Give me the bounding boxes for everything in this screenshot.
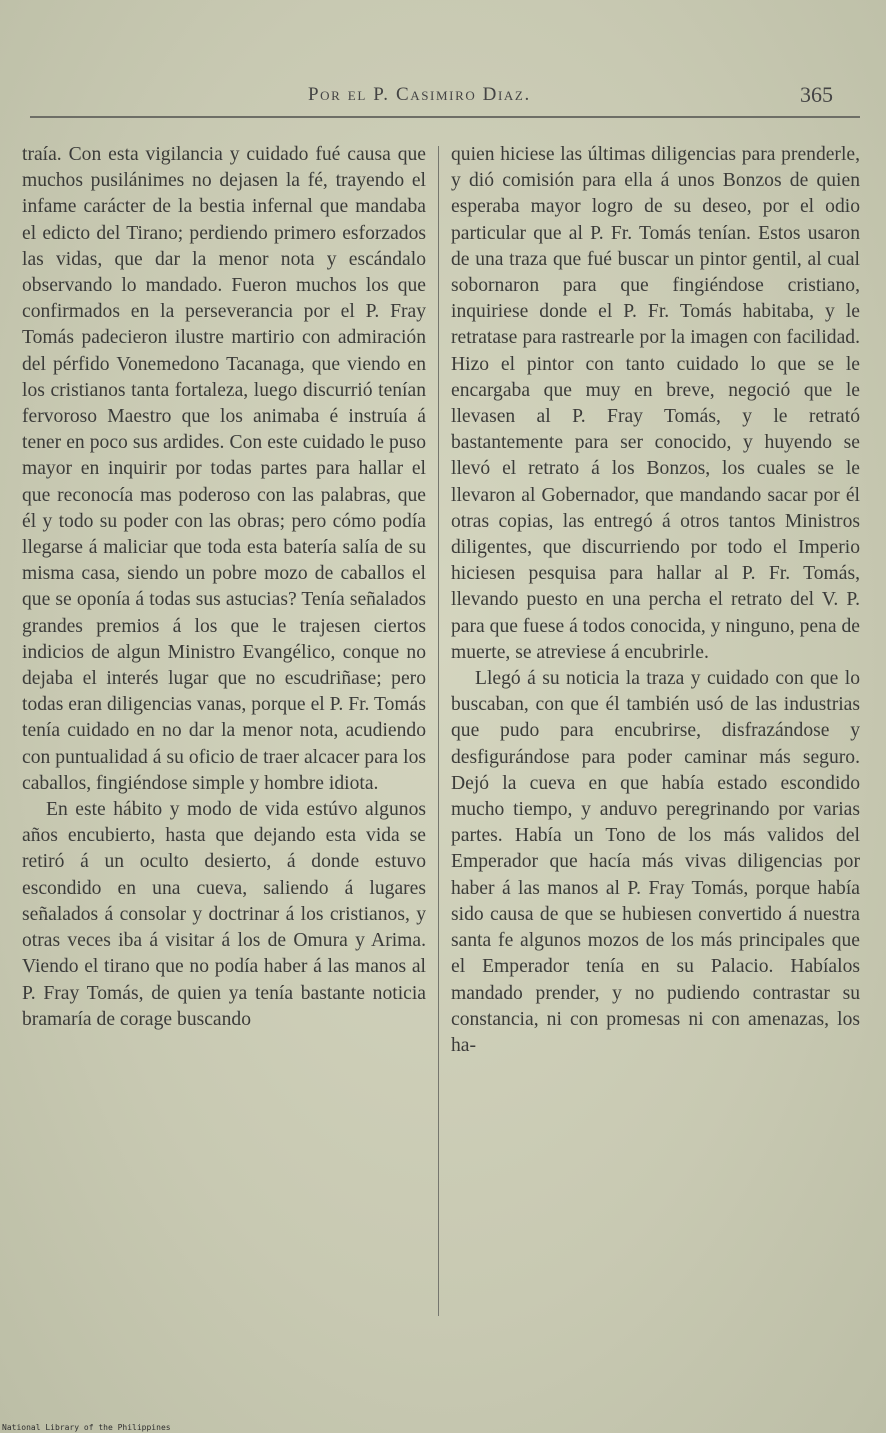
left-paragraph-1: traía. Con esta vigilancia y cuidado fué causa que muchos pusilánimes no dejasen la fé, trayendo el infame carácter de la bestia infernal que mandaba el edicto del Tirano; perdiendo primero esforzados las vidas, que dar la menor nota y escándalo observando lo mandado. Fueron muchos los que confirmados en la perseverancia por el P. Fray Tomás padecieron ilustre martirio con admiración del pérfido Vonemedono Tacanaga, que viendo en los cristianos tanta fortaleza, luego discurrió tenían fervoroso Maestro que los animaba é instruía á tener en poco sus ardides. Con este cuidado le puso mayor en inquirir por todas partes para hallar el que reconocía mas poderoso con las palabras, que él y todo su poder con las obras; pero cómo podía llegarse á maliciar que toda esta batería salía de su misma casa, siendo un pobre mozo de caballos el que se oponía á todas sus astucias? Tenía señalados grandes premios á los que le trajesen ciertos indicios de algun Ministro Evangélico, conque no dejaba el interés lugar que no escudriñase; pero todas eran diligencias vanas, porque el P. Fr. Tomás tenía cuidado en no dar la menor nota, acudiendo con puntualidad á su oficio de traer alcacer para los caballos, fingiéndose simple y hombre idiota.: [22, 144, 426, 794]
right-paragraph-1: quien hiciese las últimas diligencias para prenderle, y dió comisión para ella á unos Bonzos de quien esperaba mayor logro de su deseo, por el odio particular que al P. Fr. Tomás tenían. Estos usaron de una traza que fué buscar un pintor gentil, al cual sobornaron para que fingiéndose cristiano, inquiriese donde el P. Fr. Tomás habitaba, y le retratase para rastrearle por la imagen con facilidad. Hizo el pintor con tanto cuidado lo que se le encargaba que muy en breve, negoció que le llevasen al P. Fray Tomás, y le retrató bastantemente para ser conocido, y huyendo se llevó el retrato á los Bonzos, los cuales se le llevaron al Gobernador, que mandando sacar por él otras copias, las entregó á otros tantos Ministros diligentes, que discurriendo por todo el Imperio hiciesen pesquisa para hallar al P. Fr. Tomás, llevando puesto en una percha el retrato del V. P. para que fuese á todos conocida, y ninguno, pena de muerte, se atreviese á encubrirle.: [451, 144, 860, 663]
running-title: Por el P. Casimiro Diaz.: [308, 84, 531, 105]
page-number: 365: [800, 82, 833, 107]
column-divider: [438, 146, 439, 1316]
right-column: [451, 142, 860, 1059]
library-watermark: National Library of the Philippines: [2, 1423, 171, 1432]
left-column: [22, 142, 426, 1033]
page-header: [0, 82, 886, 116]
left-paragraph-2: En este hábito y modo de vida estúvo algunos años encubierto, hasta que dejando esta vida se retiró á un oculto desierto, á donde estuvo escondido en una cueva, saliendo á lugares señalados á consolar y doctrinar á los cristianos, y otras veces iba á visitar á los de Omura y Arima. Viendo el tirano que no podía haber á las manos al P. Fray Tomás, de quien ya tenía bastante noticia bramaría de corage buscando: [22, 799, 426, 1030]
header-rule: [30, 116, 860, 121]
right-paragraph-2: Llegó á su noticia la traza y cuidado con que lo buscaban, con que él también usó de las industrias que pudo para encubrirse, disfrazándose y desfigurándose para poder caminar más seguro. Dejó la cueva en que había estado escondido mucho tiempo, y anduvo peregrinando por varias partes. Había un Tono de los más validos del Emperador que hacía más vivas diligencias por haber á las manos al P. Fray Tomás, porque había sido causa de que se hubiesen convertido á nuestra santa fe algunos mozos de los más principales que el Emperador tenía en su Palacio. Habíalos mandado prender, y no pudiendo contrastar su constancia, ni con promesas ni con amenazas, los ha-: [451, 668, 860, 1056]
